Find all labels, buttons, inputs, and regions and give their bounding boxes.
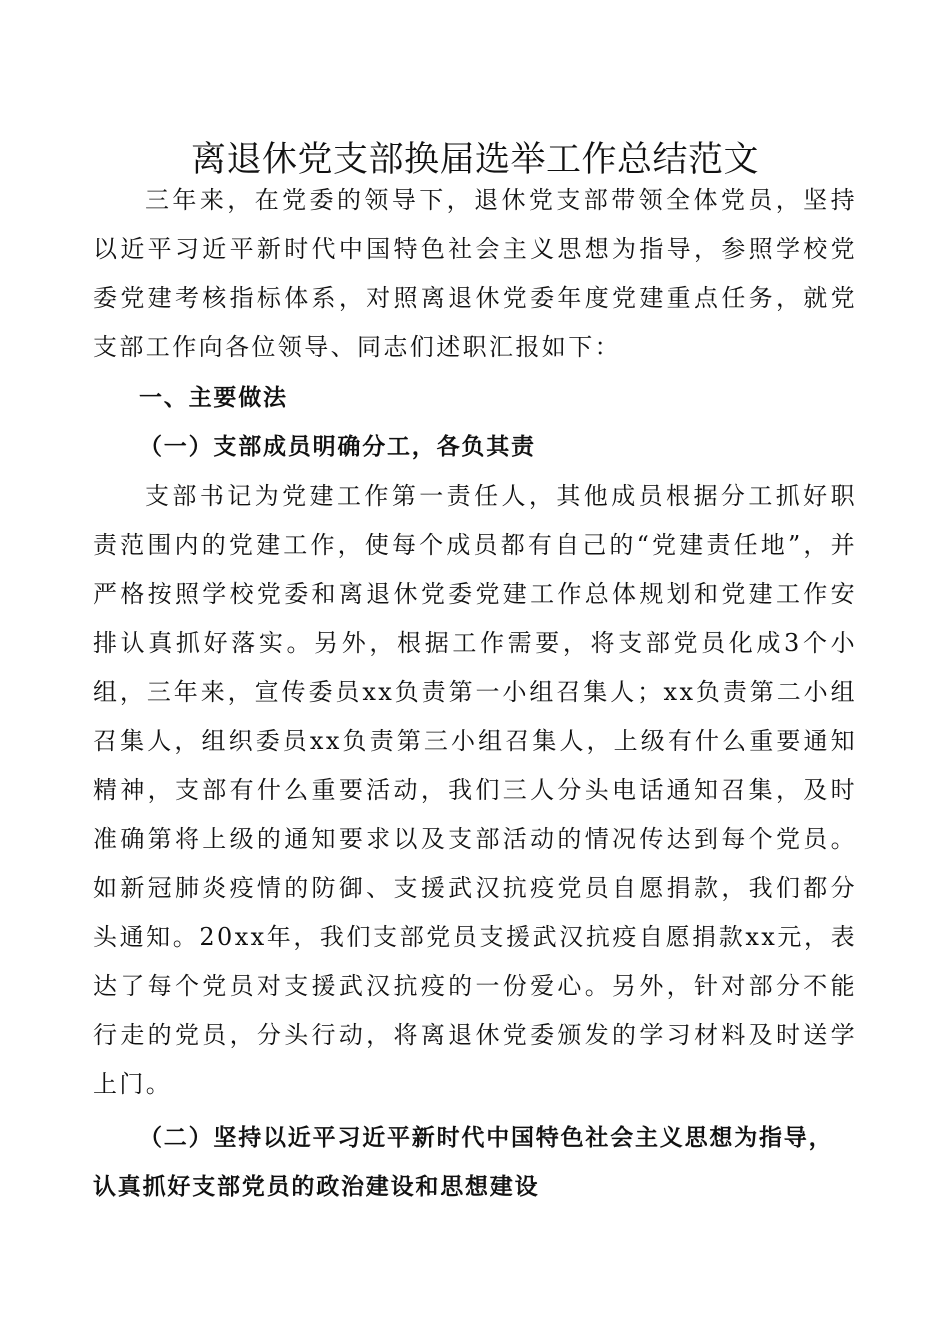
subsection-heading-2: （二）坚持以近平习近平新时代中国特色社会主义思想为指导，认真抓好支部党员的政治建设和思想建设 (93, 1125, 834, 1200)
intro-paragraph: 三年来，在党委的领导下，退休党支部带领全体党员，坚持以近平习近平新时代中国特色社会主义思想为指导，参照学校党委党建考核指标体系，对照离退休党委年度党建重点任务，就党支部工作向各位领导、同志们述职汇报如下： (93, 186, 857, 361)
subsection-1-paragraph: 支部书记为党建工作第一责任人，其他成员根据分工抓好职责范围内的党建工作，使每个成员都有自己的“党建责任地”，并严格按照学校党委和离退休党委党建工作总体规划和党建工作安排认真抓好落实。另外，根据工作需要，将支部党员化成3个小组，三年来，宣传委员xx负责第一小组召集人；xx负责第二小组召集人，组织委员xx负责第三小组召集人，上级有什么重要通知精神，支部有什么重要活动，我们三人分头电话通知召集，及时准确第将上级的通知要求以及支部活动的情况传达到每个党员。如新冠肺炎疫情的防御、支援武汉抗疫党员自愿捐款，我们都分头通知。20xx年，我们支部党员支援武汉抗疫自愿捐款xx元，表达了每个党员对支援武汉抗疫的一份爱心。另外，针对部分不能行走的党员，分头行动，将离退休党委颁发的学习材料及时送学上门。 (93, 482, 857, 1098)
document-title: 离退休党支部换届选举工作总结范文 (190, 140, 759, 181)
document-body (93, 176, 857, 1212)
section-heading-main-practices: 一、主要做法 (139, 385, 288, 411)
subsection-heading-1: （一）支部成员明确分工，各负其责 (139, 434, 536, 460)
